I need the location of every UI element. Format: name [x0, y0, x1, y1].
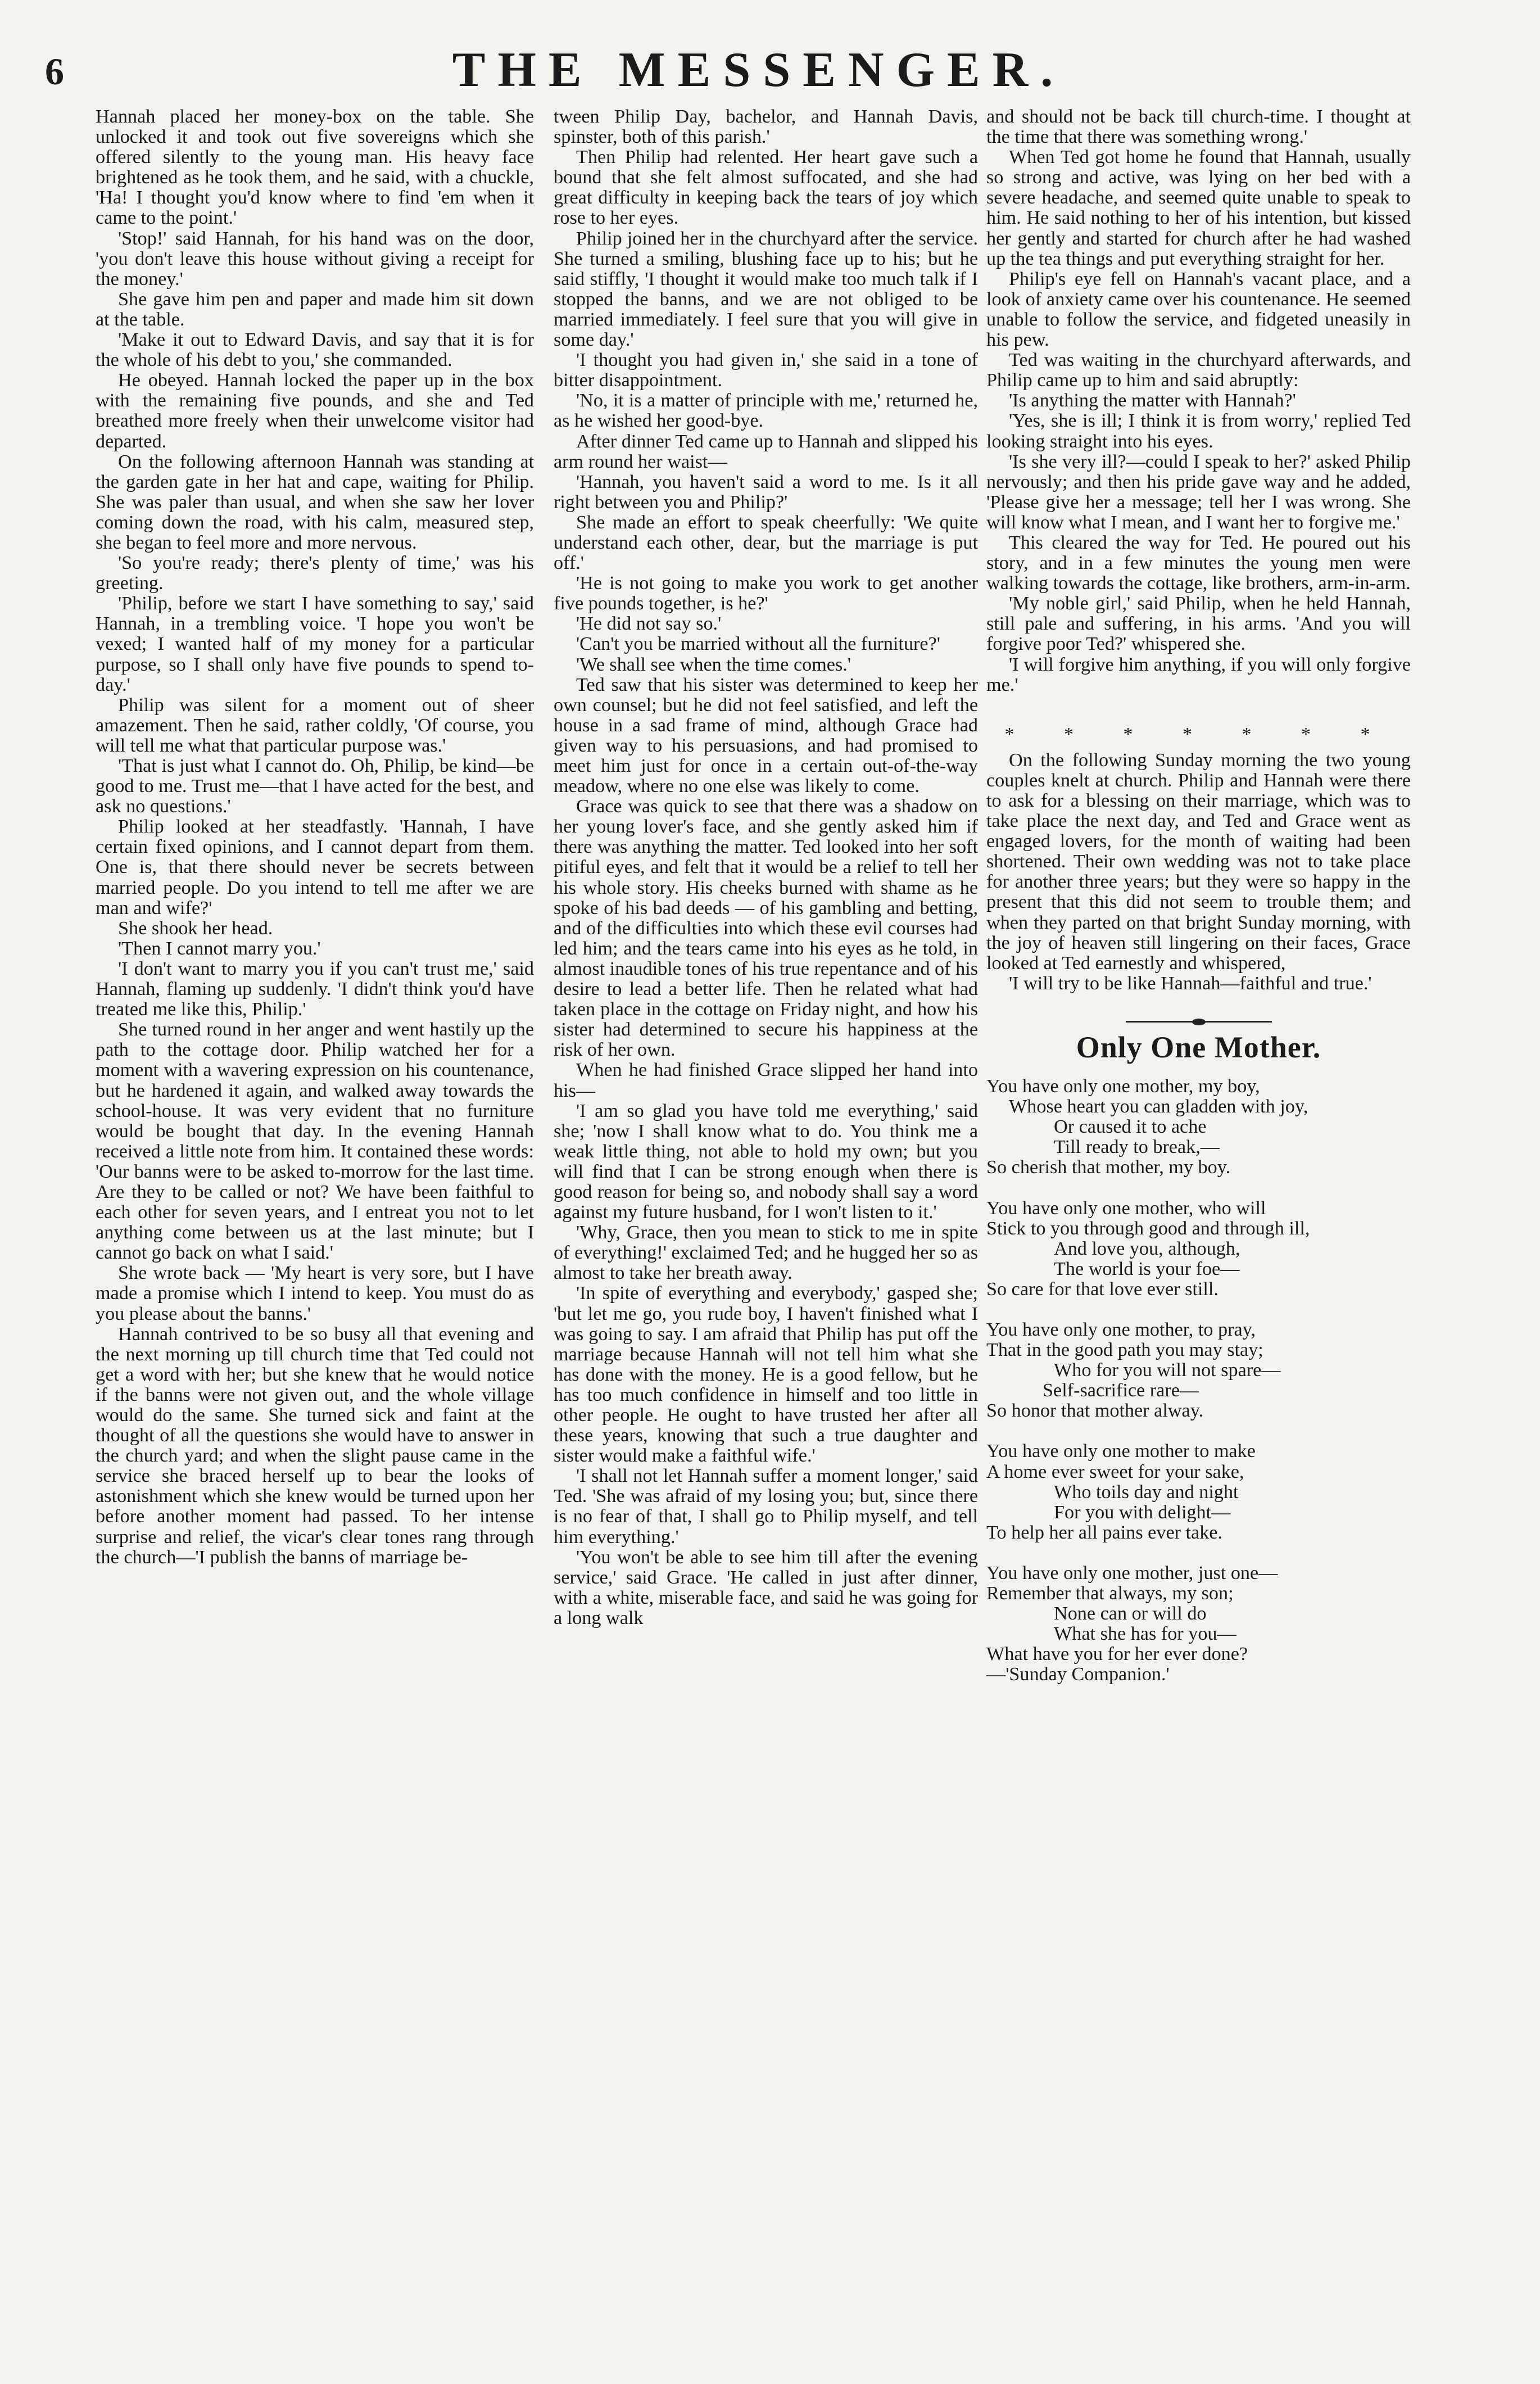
poem-line: None can or will do — [1054, 1603, 1207, 1625]
page-header — [45, 39, 1473, 101]
paragraph: Hannah placed her money-box on the table. She unlocked it and took out five sovereigns which she offered silently to the young man. His heavy face brightened as he took them, and he said, with a chuckle, 'Ha! I thought you'd know where to find 'em when it came to the point.' — [96, 106, 534, 229]
poem-line: You have only one mother to make — [986, 1441, 1256, 1462]
poem-stanza — [986, 1198, 1411, 1300]
column-2 — [554, 107, 978, 1628]
paragraph: 'Stop!' said Hannah, for his hand was on the door, 'you don't leave this house without giving a receipt for the money.' — [96, 228, 534, 289]
poem-line: What have you for her ever done? — [986, 1644, 1248, 1665]
poem-stanza — [986, 1076, 1411, 1178]
paragraph: 'Is she very ill?—could I speak to her?' asked Philip nervously; and then his pride gave way and he added, 'Please give her a message; tell her I was wrong. She will know what I mean, and I want her to forgive me.' — [986, 451, 1411, 533]
paragraph: Philip looked at her steadfastly. 'Hannah, I have certain fixed opinions, and I cannot depart from them. One is, that there should never be secrets between married people. Do you intend to tell me after we are man and wife?' — [96, 816, 534, 919]
paragraph: 'Can't you be married without all the furniture?' — [576, 634, 940, 655]
paragraph: 'So you're ready; there's plenty of time,' was his greeting. — [96, 553, 534, 594]
paragraph: She made an effort to speak cheerfully: 'We quite understand each other, dear, but the marriage is put off.' — [554, 512, 978, 574]
paragraph: Philip joined her in the churchyard after the service. She turned a smiling, blushing face up to his; but he said stiffly, 'I thought it would make too much talk if I stopped the banns, and we are not obliged to be married immediately. I feel sure that you will give in some day.' — [554, 228, 978, 351]
poem-stanza — [986, 1441, 1411, 1542]
paragraph: 'You won't be able to see him till after the evening service,' said Grace. 'He called in just after dinner, with a white, miserable face, and said he was going for a long walk — [554, 1546, 978, 1628]
rule-ornament — [1192, 1019, 1206, 1025]
paragraph: 'Yes, she is ill; I think it is from worry,' replied Ted looking straight into his eyes. — [986, 410, 1411, 452]
paragraph: When Ted got home he found that Hannah, usually so strong and active, was lying on her bed with a severe headache, and seemed quite unable to speak to him. He said nothing to her of his intention, but kissed her gently and started for church after he had washed up the tea things and put everything straight for her. — [986, 147, 1411, 269]
paragraph: Hannah contrived to be so busy all that evening and the next morning up till church time that Ted could not get a word with her; but she knew that he would notice if the banns were not given out, and the whole village would do the same. She turned sick and faint at the thought of all the questions she would have to answer in the church yard; and when the slight pause came in the service she braced herself up to bear the looks of astonishment which she knew would be turned upon her before another moment had passed. To her intense surprise and relief, the vicar's clear tones rang through the church—'I publish the banns of marriage be- — [96, 1323, 534, 1568]
poem-stanza — [986, 1563, 1411, 1685]
paragraph: 'Why, Grace, then you mean to stick to me in spite of everything!' exclaimed Ted; and he hugged her so as almost to take her breath away. — [554, 1222, 978, 1284]
paragraph: After dinner Ted came up to Hannah and slipped his arm round her waist— — [554, 431, 978, 472]
poem-line: What she has for you— — [1054, 1623, 1236, 1645]
poem-title: Only One Mother. — [1076, 1030, 1321, 1064]
poem-line: And love you, although, — [1054, 1238, 1240, 1259]
paragraph: She wrote back — 'My heart is very sore, but I have made a promise which I intend to keep. You must do as you please about the banns.' — [96, 1263, 534, 1324]
poem-line: You have only one mother, just one— — [986, 1562, 1278, 1584]
poem-line: Remember that always, my son; — [986, 1583, 1234, 1604]
paragraph: On the following Sunday morning the two young couples knelt at church. Philip and Hannah were there to ask for a blessing on their marriage, which was to take place the next day, and Ted and Grace went as engaged lovers, for the month of waiting had been shortened. Their own wedding was not to take place for another three years; but they were so happy in the present that this did not seem to trouble them; and when they parted on that bright Sunday morning, with the joy of heaven still lingering on their faces, Grace looked at Ted earnestly and whispered, — [986, 749, 1411, 974]
paragraph: 'I am so glad you have told me everything,' said she; 'now I shall know what to do. You think me a weak little thing, not able to hold my own; but you will find that I can be strong enough when there is good reason for being so, and nobody shall say a word against my future husband, for I won't listen to it.' — [554, 1100, 978, 1223]
ornamental-rule — [1126, 1021, 1272, 1023]
poem-line: You have only one mother, who will — [986, 1197, 1266, 1219]
column-1 — [96, 107, 534, 1568]
paragraph: She shook her head. — [118, 917, 273, 939]
paragraph: 'I will forgive him anything, if you will only forgive me.' — [986, 654, 1411, 695]
column-3 — [986, 107, 1411, 1705]
poem-line: Stick to you through good and through ill, — [986, 1218, 1310, 1239]
paragraph: 'Philip, before we start I have something to say,' said Hannah, in a trembling voice. 'I hope you won't be vexed; I wanted half of my money for a particular purpose, so I shall only have five pounds to spend to-day.' — [96, 593, 534, 695]
poem-line: To help her all pains ever take. — [986, 1522, 1223, 1543]
paragraph: 'In spite of everything and everybody,' gasped she; 'but let me go, you rude boy, I haven't finished what I was going to say. I am afraid that Philip has put off the marriage because Hannah will not tell him what she has done with the money. He is a good fellow, but he has too much confidence in himself and too little in other people. He ought to have trusted her after all these years, knowing that such a true daughter and sister would make a faithful wife.' — [554, 1283, 978, 1467]
paragraph: 'I shall not let Hannah suffer a moment longer,' said Ted. 'She was afraid of my losing you; but, since there is no fear of that, I shall go to Philip myself, and tell him everything.' — [554, 1465, 978, 1548]
paragraph: Philip was silent for a moment out of sheer amazement. Then he said, rather coldly, 'Of course, you will tell me what that particular purpose was.' — [96, 694, 534, 756]
poem-line: So cherish that mother, my boy. — [986, 1157, 1231, 1178]
paragraph: On the following afternoon Hannah was standing at the garden gate in her hat and cape, waiting for Philip. She was paler than usual, and when she saw her lover coming down the road, with his calm, measured step, she began to feel more and more nervous. — [96, 451, 534, 553]
paragraph: He obeyed. Hannah locked the paper up in the box with the remaining five pounds, and she and Ted breathed more freely when their unwelcome visitor had departed. — [96, 370, 534, 452]
paragraph: She gave him pen and paper and made him sit down at the table. — [96, 288, 534, 330]
poem-line: So honor that mother alway. — [986, 1400, 1204, 1422]
paragraph: Then Philip had relented. Her heart gave such a bound that she felt almost suffocated, and she had great difficulty in keeping back the tears of joy which rose to her eyes. — [554, 147, 978, 229]
poem — [986, 1076, 1411, 1685]
paragraph: 'I don't want to marry you if you can't trust me,' said Hannah, flaming up suddenly. 'I didn't think you'd have treated me like this, Philip.' — [96, 958, 534, 1020]
poem-source: —'Sunday Companion.' — [986, 1664, 1170, 1685]
paragraph: Grace was quick to see that there was a shadow on her young lover's face, and she gently asked him if there was anything the matter. Ted looked into her soft pitiful eyes, and felt that it would be a relief to tell her his whole story. His cheeks burned with shame as he spoke of his bad deeds — of his gambling and betting, and of the difficulties into which these evil courses had led him; and the tears came into his eyes as he told, in almost inaudible tones of his true repentance and of his desire to lead a better life. Then he related what had taken place in the cottage on Friday night, and how his sister had determined to secure his happiness at the risk of her own. — [554, 796, 978, 1061]
paragraph: She turned round in her anger and went hastily up the path to the cottage door. Philip watched her for a moment with a wavering expression on his countenance, but he hardened it again, and walked away towards the school-house. It was very evident that no furniture would be bought that day. In the evening Hannah received a little note from him. It contained these words: 'Our banns were to be asked to-morrow for the last time. Are they to be called or not? We have been faithful to each other for seven years, and I entreat you not to let anything come between us at the last minute; but I cannot go back on what I said.' — [96, 1019, 534, 1264]
paragraph: 'Is anything the matter with Hannah?' — [1009, 390, 1296, 411]
paragraph: This cleared the way for Ted. He poured out his story, and in a few minutes the young men were walking towards the cottage, like brothers, arm-in-arm. — [986, 532, 1411, 594]
poem-line: That in the good path you may stay; — [986, 1340, 1263, 1361]
paragraph: 'He is not going to make you work to get another five pounds together, is he?' — [554, 573, 978, 614]
paragraph: When he had finished Grace slipped her hand into his— — [554, 1060, 978, 1101]
section-divider-stars: * * * * * * * — [1004, 723, 1393, 745]
poem-line: You have only one mother, to pray, — [986, 1319, 1256, 1340]
paragraph: 'Hannah, you haven't said a word to me. Is it all right between you and Philip?' — [554, 471, 978, 513]
paragraph: 'He did not say so.' — [576, 613, 722, 635]
poem-line: So care for that love ever still. — [986, 1278, 1219, 1300]
poem-line: Till ready to break,— — [1054, 1137, 1220, 1158]
paragraph: and should not be back till church-time. I thought at the time that there was something wrong.' — [986, 106, 1411, 148]
poem-stanza — [986, 1320, 1411, 1421]
masthead-title: THE MESSENGER. — [452, 43, 1066, 97]
paragraph: Philip's eye fell on Hannah's vacant place, and a look of anxiety came over his countenance. He seemed unable to follow the service, and fidgeted uneasily in his pew. — [986, 268, 1411, 351]
paragraph: Ted saw that his sister was determined to keep her own counsel; but he did not feel satisfied, and left the house in a sad frame of mind, although Grace had given way to his persuasions, and had promised to meet him just for once in a certain out-of-the-way meadow, where no one else was likely to come. — [554, 674, 978, 797]
page-number: 6 — [45, 50, 64, 93]
paragraph: 'No, it is a matter of principle with me,' returned he, as he wished her good-bye. — [554, 390, 978, 432]
poem-line: A home ever sweet for your sake, — [986, 1461, 1244, 1482]
poem-line: The world is your foe— — [1054, 1258, 1240, 1279]
poem-line: Who for you will not spare— — [1054, 1360, 1281, 1381]
paragraph: 'My noble girl,' said Philip, when he held Hannah, still pale and suffering, in his arms. 'And you will forgive poor Ted?' whispered she. — [986, 593, 1411, 655]
paragraph: 'I thought you had given in,' she said in a tone of bitter disappointment. — [554, 350, 978, 391]
poem-line: Whose heart you can gladden with joy, — [1009, 1096, 1308, 1118]
paragraph: 'Make it out to Edward Davis, and say that it is for the whole of his debt to you,' she commanded. — [96, 329, 534, 371]
paragraph: 'We shall see when the time comes.' — [576, 654, 851, 675]
paragraph: 'That is just what I cannot do. Oh, Philip, be kind—be good to me. Trust me—that I have acted for the best, and ask no questions.' — [96, 756, 534, 817]
paragraph: Ted was waiting in the churchyard afterwards, and Philip came up to him and said abruptly: — [986, 350, 1411, 391]
poem-line: Who toils day and night — [1054, 1481, 1239, 1503]
poem-line: Self-sacrifice rare— — [1043, 1380, 1199, 1401]
poem-line: You have only one mother, my boy, — [986, 1076, 1260, 1097]
poem-line: For you with delight— — [1054, 1501, 1231, 1523]
poem-line: Or caused it to ache — [1054, 1116, 1207, 1138]
paragraph: tween Philip Day, bachelor, and Hannah Davis, spinster, both of this parish.' — [554, 106, 978, 148]
paragraph: 'I will try to be like Hannah—faithful and true.' — [1009, 972, 1372, 994]
paragraph: 'Then I cannot marry you.' — [118, 938, 321, 959]
